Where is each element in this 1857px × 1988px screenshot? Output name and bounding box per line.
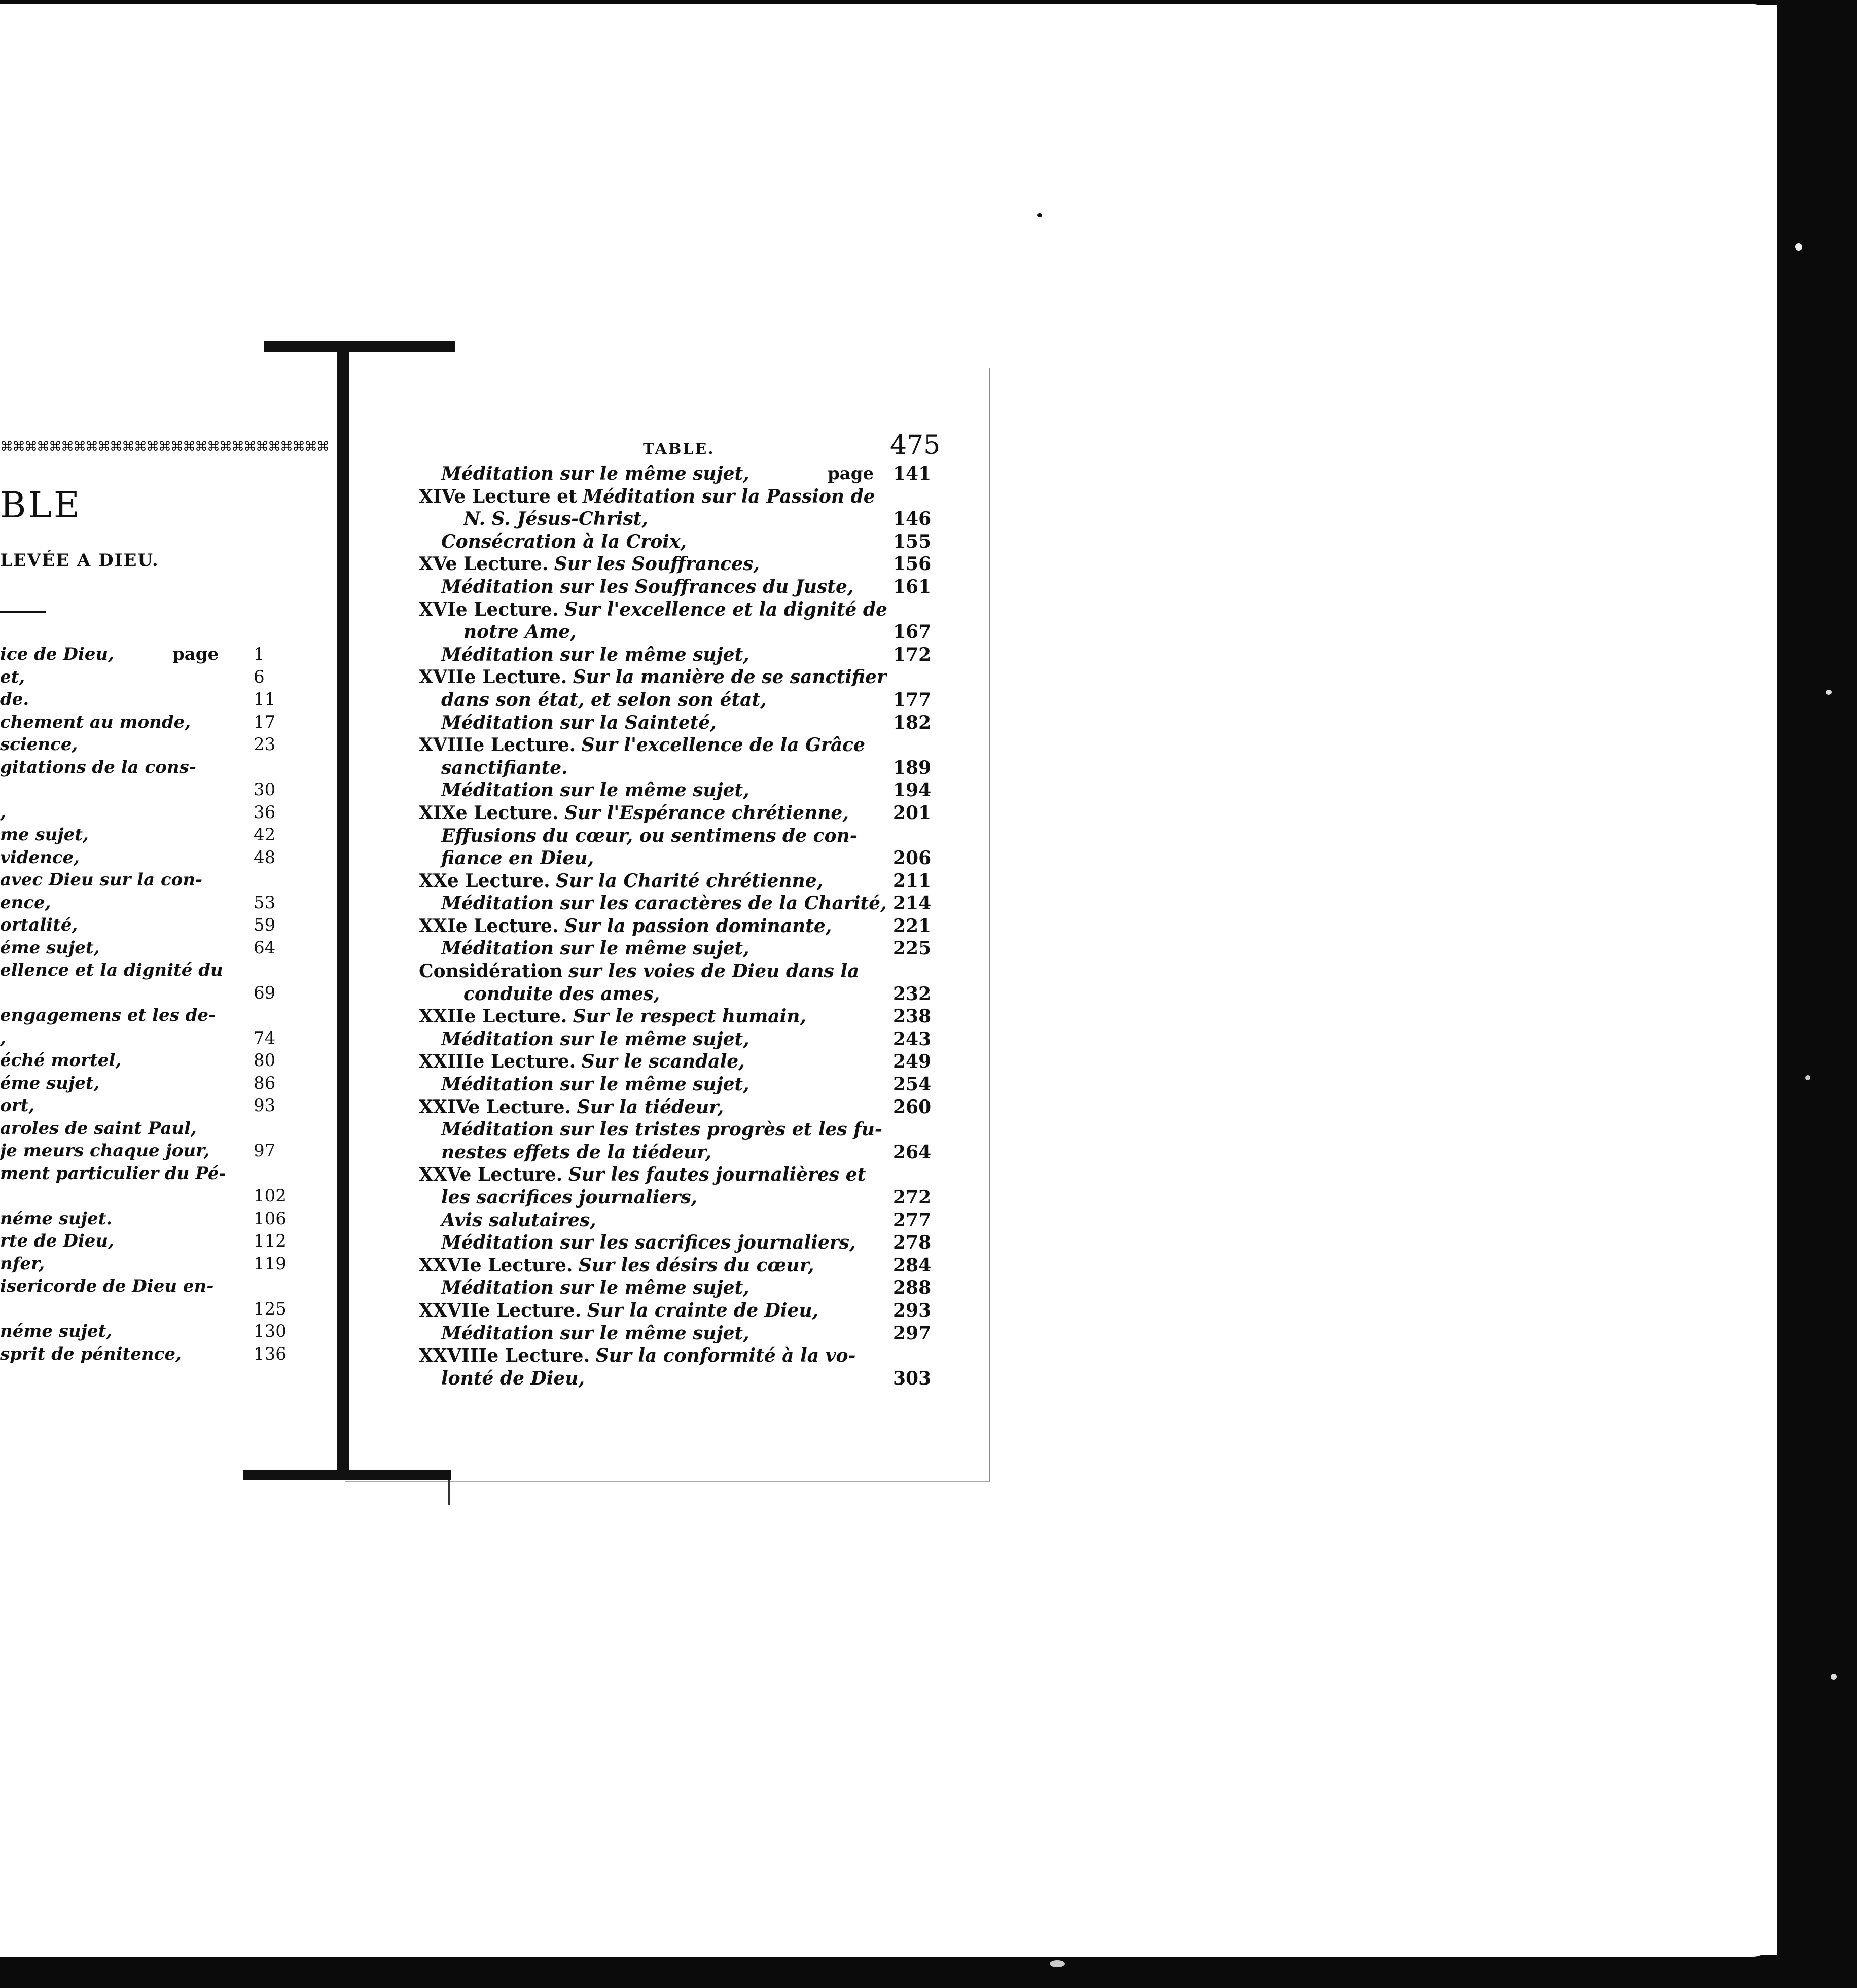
entry-subject: Méditation sur le même sujet, (441, 1074, 749, 1095)
toc-entry-title (419, 598, 887, 622)
toc-page-number: 194 (893, 779, 932, 801)
entry-subject: Sur les désirs du cœur, (578, 1254, 814, 1276)
toc-entry (419, 1141, 932, 1164)
entry-subject: Méditation sur les caractères de la Charité, (441, 893, 887, 914)
lecture-label: XVIIIe Lecture. (419, 734, 576, 756)
toc-entry (0, 1027, 304, 1050)
toc-entry-title: ice de Dieu, (0, 644, 114, 664)
toc-page-number: 48 (254, 847, 276, 868)
lecture-label: Considération (419, 961, 563, 982)
toc-entry-title (441, 530, 687, 554)
entry-subject: Méditation sur les Souffrances du Juste, (441, 576, 854, 597)
toc-entry (0, 688, 304, 711)
entry-subject: Avis salutaires, (441, 1209, 596, 1231)
scan-border-right (1777, 0, 1857, 1988)
lecture-label: XXIIIe Lecture. (419, 1051, 576, 1073)
toc-page-number: 249 (893, 1051, 932, 1073)
toc-entry (419, 870, 932, 893)
toc-entry-title: nfer, (0, 1253, 45, 1274)
toc-entry (419, 1367, 932, 1390)
toc-entry-title: science, (0, 734, 78, 755)
entry-subject: les sacrifices journaliers, (441, 1187, 698, 1208)
entry-subject: Méditation sur la Passion de (583, 485, 875, 507)
toc-entry-title (441, 1073, 749, 1096)
lecture-label: XVe Lecture. (419, 553, 549, 575)
speck (1826, 690, 1832, 695)
toc-page-number: 112 (254, 1231, 287, 1251)
entry-subject: fiance en Dieu, (441, 847, 594, 869)
toc-entry-title: chement au monde, (0, 712, 191, 732)
toc-entry-title: engagemens et les de- (0, 1005, 216, 1025)
toc-entry-title: me sujet, (0, 825, 89, 845)
toc-entry (0, 1298, 304, 1321)
toc-page-number: 141 (893, 463, 932, 484)
lecture-label: XXIe Lecture. (419, 915, 559, 937)
toc-entry (0, 846, 304, 869)
toc-entry-title: rte de Dieu, (0, 1231, 114, 1251)
toc-page-number: 238 (893, 1006, 932, 1027)
entry-subject: Méditation sur le même sujet, (441, 463, 749, 484)
speck (1805, 1075, 1810, 1080)
toc-entry (419, 892, 932, 915)
toc-entry (419, 847, 932, 870)
toc-entry-title: éché mortel, (0, 1050, 122, 1071)
toc-entry (419, 644, 932, 666)
toc-entry (419, 553, 932, 576)
entry-subject: sanctifiante. (441, 757, 568, 778)
toc-entry (0, 666, 304, 689)
toc-page-number: 303 (893, 1367, 932, 1389)
toc-entry-title: avec Dieu sur la con- (0, 870, 203, 890)
right-toc-list (419, 463, 932, 1390)
entry-subject: Effusions du cœur, ou sentimens de con- (441, 825, 858, 846)
toc-page-number: 297 (893, 1322, 932, 1344)
toc-page-word: page (172, 644, 219, 664)
toc-page-number: 201 (893, 802, 932, 824)
entry-subject: Sur la crainte de Dieu, (587, 1299, 819, 1321)
toc-page-number: 1 (254, 644, 265, 664)
toc-entry (0, 1343, 304, 1366)
toc-entry-title (419, 1344, 855, 1368)
entry-subject: Sur la tiédeur, (577, 1096, 724, 1118)
toc-entry (0, 1320, 304, 1343)
toc-entry (419, 1073, 932, 1096)
toc-entry (419, 915, 932, 938)
toc-entry-title (419, 960, 859, 983)
toc-entry (419, 1209, 932, 1232)
toc-entry-title: ort, (0, 1095, 35, 1116)
toc-entry (419, 734, 926, 757)
toc-page-number: 221 (893, 915, 932, 937)
toc-entry-title (463, 621, 577, 644)
lecture-label: XVIIe Lecture. (419, 666, 567, 688)
toc-entry-title: aroles de saint Paul, (0, 1118, 197, 1139)
toc-entry (419, 666, 926, 689)
toc-page-word: page (828, 464, 874, 484)
toc-entry (0, 1185, 304, 1208)
toc-entry-title (441, 1118, 882, 1142)
speck (1831, 1674, 1837, 1680)
toc-entry (0, 959, 304, 982)
toc-entry (419, 463, 932, 485)
toc-entry (0, 733, 304, 756)
book-spine (337, 345, 349, 1478)
lecture-label: XXVIIIe Lecture. (419, 1345, 590, 1367)
toc-page-number: 97 (254, 1141, 276, 1161)
lecture-label: XXIVe Lecture. (419, 1096, 572, 1118)
toc-entry-title (419, 802, 849, 825)
toc-page-number: 189 (893, 757, 932, 778)
toc-entry-title (419, 734, 865, 757)
toc-entry-title: isericorde de Dieu en- (0, 1276, 214, 1296)
toc-entry (0, 914, 304, 937)
toc-entry-title (441, 712, 717, 735)
toc-entry (0, 1004, 304, 1027)
toc-page-number: 272 (893, 1187, 932, 1208)
toc-page-number: 6 (254, 666, 265, 687)
toc-page-number: 177 (893, 689, 932, 711)
toc-entry-title: vidence, (0, 847, 80, 868)
toc-page-number: 30 (254, 779, 276, 800)
toc-page-number: 293 (893, 1299, 932, 1321)
toc-entry (419, 1254, 932, 1277)
entry-subject: Sur la conformité à la vo- (595, 1345, 856, 1367)
toc-entry (0, 1208, 304, 1230)
toc-page-number: 225 (893, 938, 932, 960)
toc-page-number: 36 (254, 802, 276, 823)
toc-entry (419, 937, 932, 960)
toc-entry-title (441, 892, 887, 915)
toc-entry (419, 485, 926, 508)
toc-page-number: 206 (893, 847, 932, 869)
entry-subject: Sur l'Espérance chrétienne, (564, 802, 849, 824)
speck (1795, 243, 1802, 251)
entry-subject: Méditation sur le même sujet, (441, 644, 749, 665)
toc-page-number: 53 (254, 892, 276, 913)
toc-page-number: 214 (893, 893, 932, 914)
toc-entry-title (441, 1276, 749, 1300)
toc-entry-title (419, 666, 886, 689)
toc-page-number: 130 (254, 1321, 287, 1341)
toc-entry (0, 1162, 304, 1185)
entry-subject: Sur la Charité chrétienne, (556, 870, 824, 892)
toc-entry (419, 1005, 932, 1028)
toc-entry-title (441, 644, 749, 667)
toc-page-number: 86 (254, 1073, 276, 1093)
toc-entry-title (419, 915, 832, 938)
toc-page-number: 69 (254, 982, 276, 1003)
entry-subject: conduite des ames, (463, 983, 660, 1005)
entry-subject: Sur la passion dominante, (564, 915, 832, 937)
toc-entry-title (419, 1050, 745, 1074)
toc-page-number: 80 (254, 1050, 276, 1071)
entry-subject: lonté de Dieu, (441, 1367, 585, 1389)
entry-subject: Méditation sur les sacrifices journaliers, (441, 1232, 856, 1254)
toc-entry (419, 1344, 926, 1367)
toc-page-number: 102 (254, 1186, 287, 1206)
toc-page-number: 167 (893, 621, 932, 643)
toc-page-number: 119 (254, 1253, 287, 1274)
entry-subject: Sur les fautes journalières et (568, 1164, 866, 1186)
toc-entry (0, 1049, 304, 1072)
toc-entry (419, 712, 932, 734)
entry-subject: Méditation sur les tristes progrès et les fu- (441, 1119, 882, 1141)
toc-entry-title (419, 1254, 814, 1277)
toc-entry-title (441, 1141, 711, 1164)
toc-entry-title: et, (0, 666, 25, 687)
toc-entry-title: ence, (0, 892, 51, 913)
toc-entry (419, 689, 932, 712)
entry-subject: Méditation sur le même sujet, (441, 1322, 749, 1344)
entry-subject: Sur la manière de se sanctifier (573, 666, 886, 688)
toc-entry (0, 937, 304, 960)
toc-entry-title (441, 779, 749, 802)
toc-page-number: 23 (254, 734, 276, 755)
entry-subject: Sur l'excellence et la dignité de (564, 598, 887, 620)
toc-entry (419, 508, 932, 530)
toc-page-number: 211 (893, 870, 932, 892)
toc-page-number: 17 (254, 712, 276, 732)
lecture-label: XIVe Lecture et (419, 485, 577, 507)
toc-entry (0, 756, 304, 779)
toc-entry (0, 1275, 304, 1298)
toc-entry-title (441, 825, 858, 848)
entry-subject: Sur l'excellence de la Grâce (581, 734, 865, 756)
entry-subject: Méditation sur la Sainteté, (441, 712, 717, 733)
toc-entry (0, 801, 304, 824)
toc-page-number: 254 (893, 1074, 932, 1095)
toc-entry (419, 1050, 932, 1073)
lecture-label: XXVe Lecture. (419, 1164, 563, 1186)
lecture-label: XXIIe Lecture. (419, 1006, 567, 1027)
toc-page-number: 59 (254, 915, 276, 935)
toc-page-number: 232 (893, 983, 932, 1005)
toc-page-number: 11 (254, 689, 276, 709)
toc-entry (419, 983, 932, 1006)
scan-border-bottom (0, 1955, 1857, 1988)
entry-subject: Méditation sur le même sujet, (441, 779, 749, 801)
toc-entry-title (419, 485, 875, 509)
entry-subject: Méditation sur le même sujet, (441, 1028, 749, 1050)
toc-entry-title: néme sujet, (0, 1321, 113, 1341)
toc-entry (0, 643, 304, 666)
toc-entry-title (441, 1231, 856, 1255)
toc-page-number: 260 (893, 1096, 932, 1118)
toc-entry-title (441, 1186, 697, 1210)
toc-entry-title (419, 870, 823, 893)
toc-entry (419, 1118, 926, 1141)
toc-page-number: 156 (893, 553, 932, 575)
toc-entry (419, 960, 926, 983)
toc-entry (419, 1231, 932, 1254)
toc-page-number: 264 (893, 1141, 932, 1163)
toc-page-number: 146 (893, 508, 932, 530)
toc-entry (0, 1117, 304, 1140)
toc-entry (419, 1028, 932, 1051)
toc-entry (419, 1186, 932, 1209)
toc-entry-title: ortalité, (0, 915, 78, 935)
toc-entry-title: néme sujet. (0, 1208, 113, 1229)
toc-entry-title (441, 1209, 596, 1232)
left-page-subtitle: LEVÉE A DIEU. (0, 550, 159, 571)
toc-entry-title: ellence et la dignité du (0, 960, 223, 980)
entry-subject: dans son état, et selon son état, (441, 689, 767, 711)
toc-entry (0, 869, 304, 892)
toc-entry (419, 1322, 932, 1345)
left-page-title: BLE (0, 484, 82, 526)
toc-entry-title (463, 508, 648, 531)
toc-entry-title: je meurs chaque jour, (0, 1141, 210, 1161)
entry-subject: nestes effets de la tiédeur, (441, 1141, 712, 1163)
speck (1037, 213, 1042, 217)
running-head: TABLE. (643, 440, 715, 458)
toc-entry-title (419, 1096, 724, 1119)
toc-entry-title (441, 757, 568, 780)
binding-clip-bottom (243, 1470, 451, 1480)
lecture-label: XVIe Lecture. (419, 598, 559, 620)
binding-clip-stub (448, 1480, 450, 1505)
toc-page-number: 74 (254, 1027, 276, 1048)
entry-subject: sur les voies de Dieu dans la (568, 961, 860, 982)
toc-entry (419, 598, 926, 621)
toc-page-number: 172 (893, 644, 932, 665)
toc-entry-title: ment particulier du Pé- (0, 1163, 226, 1184)
divider (0, 611, 46, 613)
lecture-label: XIXe Lecture. (419, 802, 559, 824)
ornament-rule: ⌘⌘⌘⌘⌘⌘⌘⌘⌘⌘⌘⌘⌘⌘⌘⌘⌘⌘⌘⌘⌘⌘⌘⌘⌘⌘⌘ (0, 439, 329, 454)
toc-entry-title (441, 1028, 749, 1051)
toc-entry-title: , (0, 1027, 6, 1048)
toc-entry (0, 1094, 304, 1117)
toc-entry (419, 576, 932, 598)
toc-entry-title (441, 689, 767, 712)
toc-page-number: 288 (893, 1277, 932, 1299)
toc-entry-title (441, 1322, 749, 1345)
entry-subject: N. S. Jésus-Christ, (463, 508, 648, 530)
toc-entry-title: gitations de la cons- (0, 757, 196, 777)
entry-subject: notre Ame, (463, 621, 577, 643)
toc-entry (419, 621, 932, 644)
toc-entry (0, 711, 304, 734)
entry-subject: Sur les Souffrances, (554, 553, 760, 575)
toc-page-number: 64 (254, 937, 276, 958)
toc-entry-title (463, 983, 660, 1006)
toc-entry (0, 824, 304, 846)
entry-subject: Sur le scandale, (581, 1051, 745, 1073)
toc-entry (0, 778, 304, 801)
toc-entry (0, 1140, 304, 1162)
toc-entry (419, 530, 932, 553)
toc-entry (419, 825, 926, 847)
toc-page-number: 93 (254, 1095, 276, 1116)
toc-page-number: 42 (254, 825, 276, 845)
lecture-label: XXe Lecture. (419, 870, 550, 892)
toc-entry (0, 1230, 304, 1253)
binding-clip-top (264, 341, 455, 352)
entry-subject: Consécration à la Croix, (441, 530, 687, 552)
toc-entry-title (419, 1005, 806, 1028)
toc-entry-title (441, 937, 749, 961)
toc-entry-title (441, 463, 749, 486)
toc-entry (419, 779, 932, 802)
toc-entry (419, 802, 932, 825)
toc-entry-title: éme sujet, (0, 937, 100, 958)
toc-entry (0, 1253, 304, 1275)
entry-subject: Sur le respect humain, (573, 1006, 807, 1027)
toc-page-number: 106 (254, 1208, 287, 1229)
toc-entry (419, 1163, 926, 1186)
toc-entry (419, 1096, 932, 1119)
toc-page-number: 277 (893, 1209, 932, 1231)
entry-subject: Méditation sur le même sujet, (441, 1277, 749, 1299)
toc-entry-title (441, 847, 594, 870)
speck (1050, 1960, 1065, 1967)
toc-page-number: 161 (893, 576, 932, 597)
toc-entry-title: de. (0, 689, 29, 709)
toc-entry-title: , (0, 802, 6, 823)
toc-entry-title (419, 1163, 866, 1187)
toc-entry-title (441, 576, 853, 599)
toc-page-number: 284 (893, 1254, 932, 1276)
toc-entry (419, 1276, 932, 1299)
lecture-label: XXVIe Lecture. (419, 1254, 573, 1276)
toc-entry (0, 1072, 304, 1095)
toc-entry-title: éme sujet, (0, 1073, 100, 1093)
toc-entry (419, 1299, 932, 1322)
entry-subject: Méditation sur le même sujet, (441, 938, 749, 960)
toc-entry-title (441, 1367, 585, 1391)
toc-page-number: 182 (893, 712, 932, 733)
page-number: 475 (890, 430, 941, 460)
toc-entry-title (419, 1299, 818, 1323)
lecture-label: XXVIIe Lecture. (419, 1299, 582, 1321)
toc-entry (0, 982, 304, 1005)
toc-page-number: 136 (254, 1343, 287, 1364)
toc-entry-title: sprit de pénitence, (0, 1343, 182, 1364)
toc-entry-title (419, 553, 760, 576)
toc-page-number: 278 (893, 1232, 932, 1254)
toc-entry (0, 892, 304, 914)
toc-page-number: 155 (893, 530, 932, 552)
toc-page-number: 125 (254, 1298, 287, 1319)
toc-page-number: 243 (893, 1028, 932, 1050)
toc-entry (419, 757, 932, 779)
left-toc-list (0, 643, 304, 1365)
